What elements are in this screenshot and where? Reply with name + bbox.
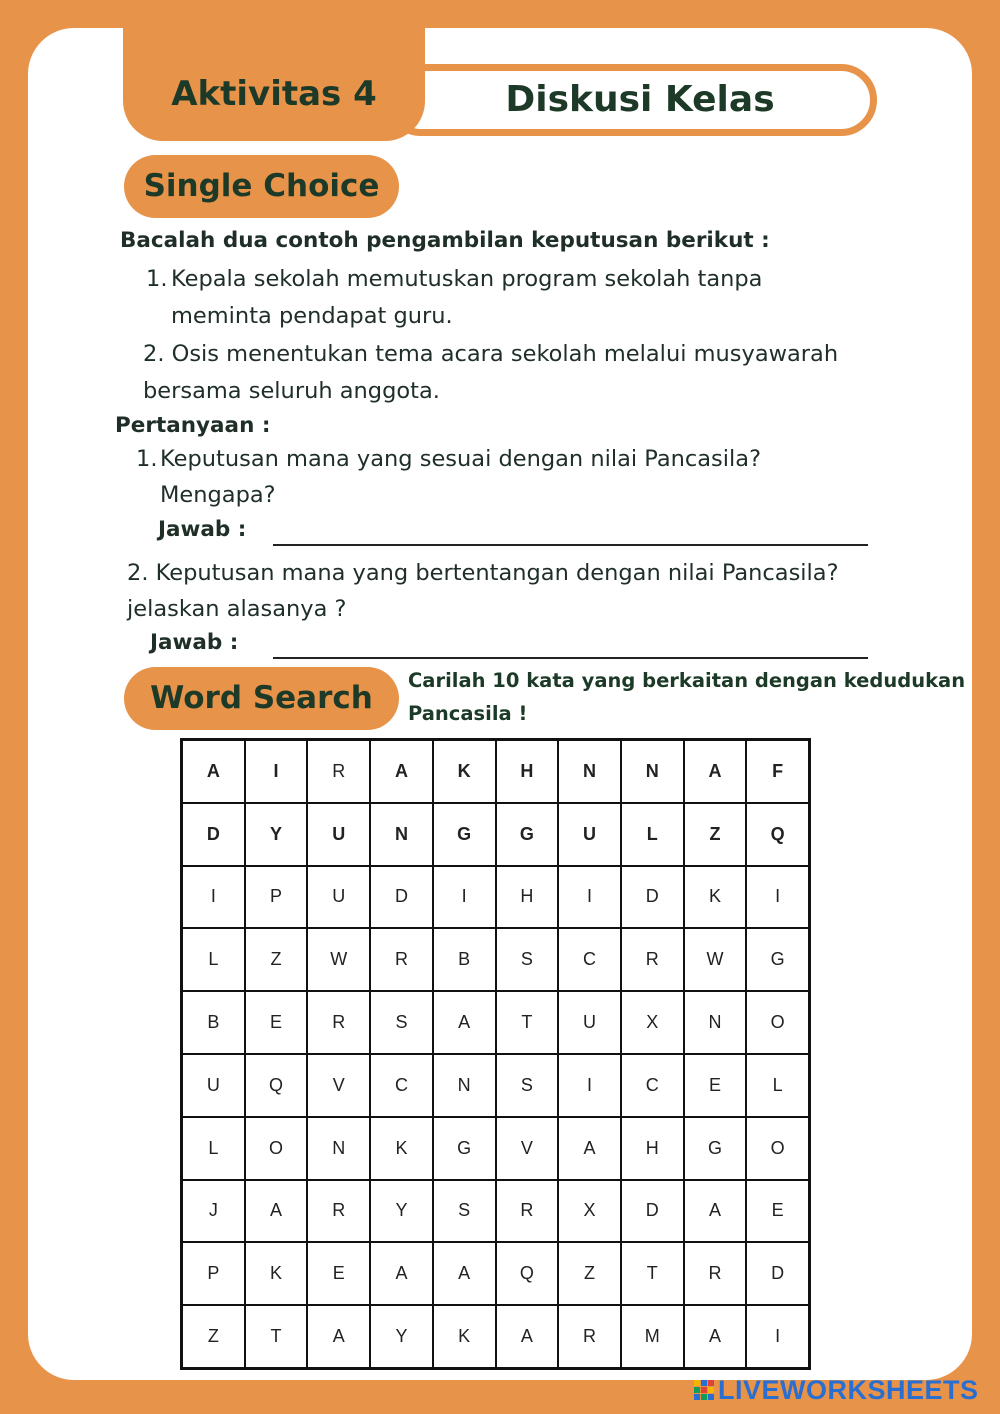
grid-cell[interactable]: O [746,1117,809,1180]
grid-cell[interactable]: Y [245,803,308,866]
grid-cell[interactable]: A [496,1305,559,1368]
grid-cell[interactable]: L [182,1117,245,1180]
grid-cell[interactable]: C [558,928,621,991]
grid-cell[interactable]: D [746,1242,809,1305]
grid-cell[interactable]: A [245,1180,308,1243]
grid-cell[interactable]: N [621,740,684,803]
grid-cell[interactable]: R [621,928,684,991]
word-search-label: Word Search [124,667,399,730]
grid-cell[interactable]: C [621,1054,684,1117]
grid-cell[interactable]: C [370,1054,433,1117]
grid-cell[interactable]: A [433,991,496,1054]
grid-cell[interactable]: G [433,803,496,866]
grid-cell[interactable]: O [245,1117,308,1180]
grid-cell[interactable]: R [307,740,370,803]
grid-cell[interactable]: S [496,928,559,991]
example-1-line1: Kepala sekolah memutuskan program sekolah tanpa [171,266,763,292]
grid-cell[interactable]: G [746,928,809,991]
grid-cell[interactable]: A [684,1305,747,1368]
example-1-number: 1. [146,266,168,292]
grid-cell[interactable]: H [496,866,559,929]
grid-cell[interactable]: H [621,1117,684,1180]
grid-cell[interactable]: B [182,991,245,1054]
grid-cell[interactable]: S [496,1054,559,1117]
grid-cell[interactable]: B [433,928,496,991]
grid-cell[interactable]: R [684,1242,747,1305]
grid-cell[interactable]: A [684,1180,747,1243]
grid-cell[interactable]: P [182,1242,245,1305]
answer-2-label: Jawab : [150,630,239,655]
grid-cell[interactable]: I [746,866,809,929]
grid-cell[interactable]: I [558,866,621,929]
grid-cell[interactable]: U [307,803,370,866]
liveworksheets-brand [694,1376,979,1404]
grid-cell[interactable]: D [370,866,433,929]
grid-cell[interactable]: L [621,803,684,866]
grid-cell[interactable]: E [684,1054,747,1117]
grid-cell[interactable]: P [245,866,308,929]
example-2-line1: 2. Osis menentukan tema acara sekolah melalui musyawarah [143,341,839,367]
grid-cell[interactable]: W [307,928,370,991]
grid-cell[interactable]: O [746,991,809,1054]
example-2-line2: bersama seluruh anggota. [143,378,440,404]
grid-cell[interactable]: T [245,1305,308,1368]
grid-cell[interactable]: Z [558,1242,621,1305]
grid-cell[interactable]: I [746,1305,809,1368]
grid-cell[interactable]: R [496,1180,559,1243]
grid-cell[interactable]: A [370,1242,433,1305]
question-2-line1: 2. Keputusan mana yang bertentangan dengan nilai Pancasila? [127,560,839,586]
grid-cell[interactable]: Z [245,928,308,991]
grid-cell[interactable]: N [433,1054,496,1117]
grid-cell[interactable]: X [621,991,684,1054]
grid-cell[interactable]: K [433,740,496,803]
grid-cell[interactable]: K [245,1242,308,1305]
grid-cell[interactable]: K [370,1117,433,1180]
example-1-line2: meminta pendapat guru. [171,303,453,329]
grid-cell[interactable]: G [433,1117,496,1180]
grid-cell[interactable]: Q [746,803,809,866]
grid-cell[interactable]: Q [496,1242,559,1305]
word-search-grid [180,738,811,1370]
questions-label: Pertanyaan : [115,413,271,438]
activity-label: Aktivitas 4 [171,74,377,114]
grid-cell[interactable]: L [746,1054,809,1117]
grid-cell[interactable]: A [558,1117,621,1180]
grid-cell[interactable]: R [370,928,433,991]
grid-cell[interactable]: D [621,866,684,929]
grid-cell[interactable]: U [182,1054,245,1117]
grid-cell[interactable]: A [684,740,747,803]
question-1-number: 1. [136,446,158,472]
grid-cell[interactable]: V [496,1117,559,1180]
grid-cell[interactable]: T [621,1242,684,1305]
grid-cell[interactable]: E [307,1242,370,1305]
page-title: Diskusi Kelas [505,79,775,120]
grid-cell[interactable]: A [433,1242,496,1305]
grid-cell[interactable]: U [307,866,370,929]
grid-cell[interactable]: R [558,1305,621,1368]
answer-1-field[interactable] [273,544,868,546]
grid-cell[interactable]: W [684,928,747,991]
grid-cell[interactable]: D [182,803,245,866]
grid-cell[interactable]: L [182,928,245,991]
grid-cell[interactable]: A [307,1305,370,1368]
grid-cell[interactable]: A [370,740,433,803]
grid-cell[interactable]: R [307,1180,370,1243]
grid-cell[interactable]: Z [684,803,747,866]
grid-cell[interactable]: N [307,1117,370,1180]
grid-cell[interactable]: M [621,1305,684,1368]
grid-cell[interactable]: X [558,1180,621,1243]
grid-cell[interactable]: U [558,991,621,1054]
grid-cell[interactable]: S [370,991,433,1054]
grid-cell[interactable]: K [433,1305,496,1368]
question-1-line2: Mengapa? [160,482,276,508]
grid-cell[interactable]: G [496,803,559,866]
grid-cell[interactable]: Q [245,1054,308,1117]
grid-cell[interactable]: Y [370,1305,433,1368]
question-2-line2: jelaskan alasanya ? [127,596,347,622]
brand-text: LIVEWORKSHEETS [718,1374,979,1405]
grid-cell[interactable]: Y [370,1180,433,1243]
liveworksheets-logo-icon [694,1378,714,1402]
grid-cell[interactable]: D [621,1180,684,1243]
grid-cell[interactable]: N [684,991,747,1054]
grid-cell[interactable]: E [746,1180,809,1243]
grid-cell[interactable]: J [182,1180,245,1243]
grid-cell[interactable]: I [182,866,245,929]
grid-cell[interactable]: N [558,740,621,803]
single-choice-label: Single Choice [124,155,399,218]
grid-cell[interactable]: R [307,991,370,1054]
grid-cell[interactable]: A [182,740,245,803]
question-1-line1: Keputusan mana yang sesuai dengan nilai Pancasila? [160,446,762,472]
grid-cell[interactable]: I [558,1054,621,1117]
grid-cell[interactable]: I [433,866,496,929]
grid-cell[interactable]: Z [182,1305,245,1368]
grid-cell[interactable]: H [496,740,559,803]
answer-1-label: Jawab : [158,517,247,542]
grid-cell[interactable]: S [433,1180,496,1243]
instruction-text: Bacalah dua contoh pengambilan keputusan berikut : [120,228,770,253]
grid-cell[interactable]: U [558,803,621,866]
grid-cell[interactable]: E [245,991,308,1054]
grid-cell[interactable]: T [496,991,559,1054]
grid-cell[interactable]: N [370,803,433,866]
answer-2-field[interactable] [273,657,868,659]
word-search-instruction: Carilah 10 kata yang berkaitan dengan kedudukan Pancasila ! [408,669,966,725]
grid-cell[interactable]: I [245,740,308,803]
grid-cell[interactable]: F [746,740,809,803]
grid-cell[interactable]: G [684,1117,747,1180]
grid-cell[interactable]: V [307,1054,370,1117]
grid-cell[interactable]: K [684,866,747,929]
